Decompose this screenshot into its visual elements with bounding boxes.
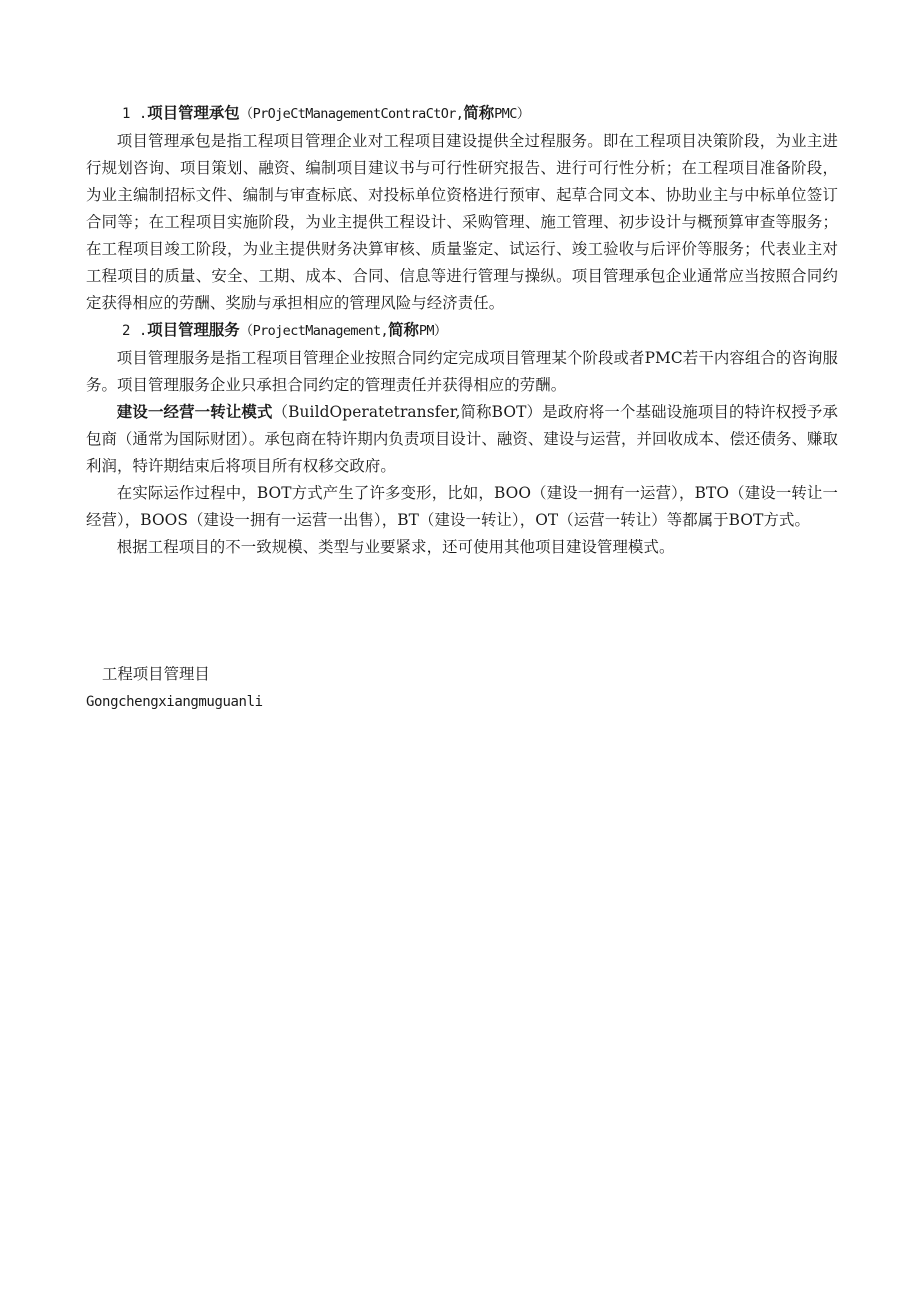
footer-title-chinese: 工程项目管理目 [102, 665, 210, 683]
section1-number: 1 . [122, 106, 148, 122]
section2-heading [86, 317, 838, 345]
section1-abbr-label: 简称 [463, 104, 495, 122]
section1-paren-open: （ [239, 106, 253, 122]
section1-heading [86, 100, 838, 128]
document-body [86, 100, 838, 561]
section1-english: PrOjeCtManagementContraCtOr, [252, 106, 464, 122]
bot-lead: 建设一经营一转让模式 [116, 403, 273, 421]
section1-title: 项目管理承包 [147, 104, 240, 122]
bot-body: （BuildOperatetransfer,简称BOT）是政府将一个基础设施项目的特许权授予承包商（通常为国际财团）。承包商在特许期内负责项目设计、融资、建设与运营，并回收成本、偿还债务、赚取利润，特许期结束后将项目所有权移交政府。 [86, 403, 838, 475]
section2-english: ProjectManagement, [252, 323, 389, 339]
section2-abbr: PM） [418, 323, 447, 339]
section2-paragraph: 项目管理服务是指工程项目管理企业按照合同约定完成项目管理某个阶段或者PMC若干内容组合的咨询服务。项目管理服务企业只承担合同约定的管理责任并获得相应的劳酬。 [86, 349, 838, 394]
closing-paragraph: 根据工程项目的不一致规模、类型与业要紧求，还可使用其他项目建设管理模式。 [116, 538, 675, 556]
footer-title-pinyin: Gongchengxiangmuguanli [86, 694, 263, 710]
section2-number: 2 . [122, 323, 148, 339]
section1-paragraph: 项目管理承包是指工程项目管理企业对工程项目建设提供全过程服务。即在工程项目决策阶段，为业主进行规划咨询、项目策划、融资、编制项目建议书与可行性研究报告、进行可行性分析；在工程项目准备阶段，为业主编制招标文件、编制与审查标底、对投标单位资格进行预审、起草合同文本、协助业主与中标单位签订合同等；在工程项目实施阶段，为业主提供工程设计、采购管理、施工管理、初步设计与概预算审查等服务；在工程项目竣工阶段，为业主提供财务决算审核、质量鉴定、试运行、竣工验收与后评价等服务；代表业主对工程项目的质量、安全、工期、成本、合同、信息等进行管理与操纵。项目管理承包企业通常应当按照合同约定获得相应的劳酬、奖励与承担相应的管理风险与经济责任。 [86, 132, 838, 312]
section2-title: 项目管理服务 [147, 321, 240, 339]
variants-paragraph: 在实际运作过程中，BOT方式产生了许多变形，比如，BOO（建设一拥有一运营），BTO（建设一转让一经营），BOOS（建设一拥有一运营一出售），BT（建设一转让），OT（运营一转让）等都属于BOT方式。 [86, 484, 838, 529]
section1-abbr: PMC） [494, 106, 530, 122]
bot-paragraph [86, 399, 838, 480]
section2-abbr-label: 简称 [388, 321, 419, 339]
section2-paren-open: （ [239, 323, 253, 339]
